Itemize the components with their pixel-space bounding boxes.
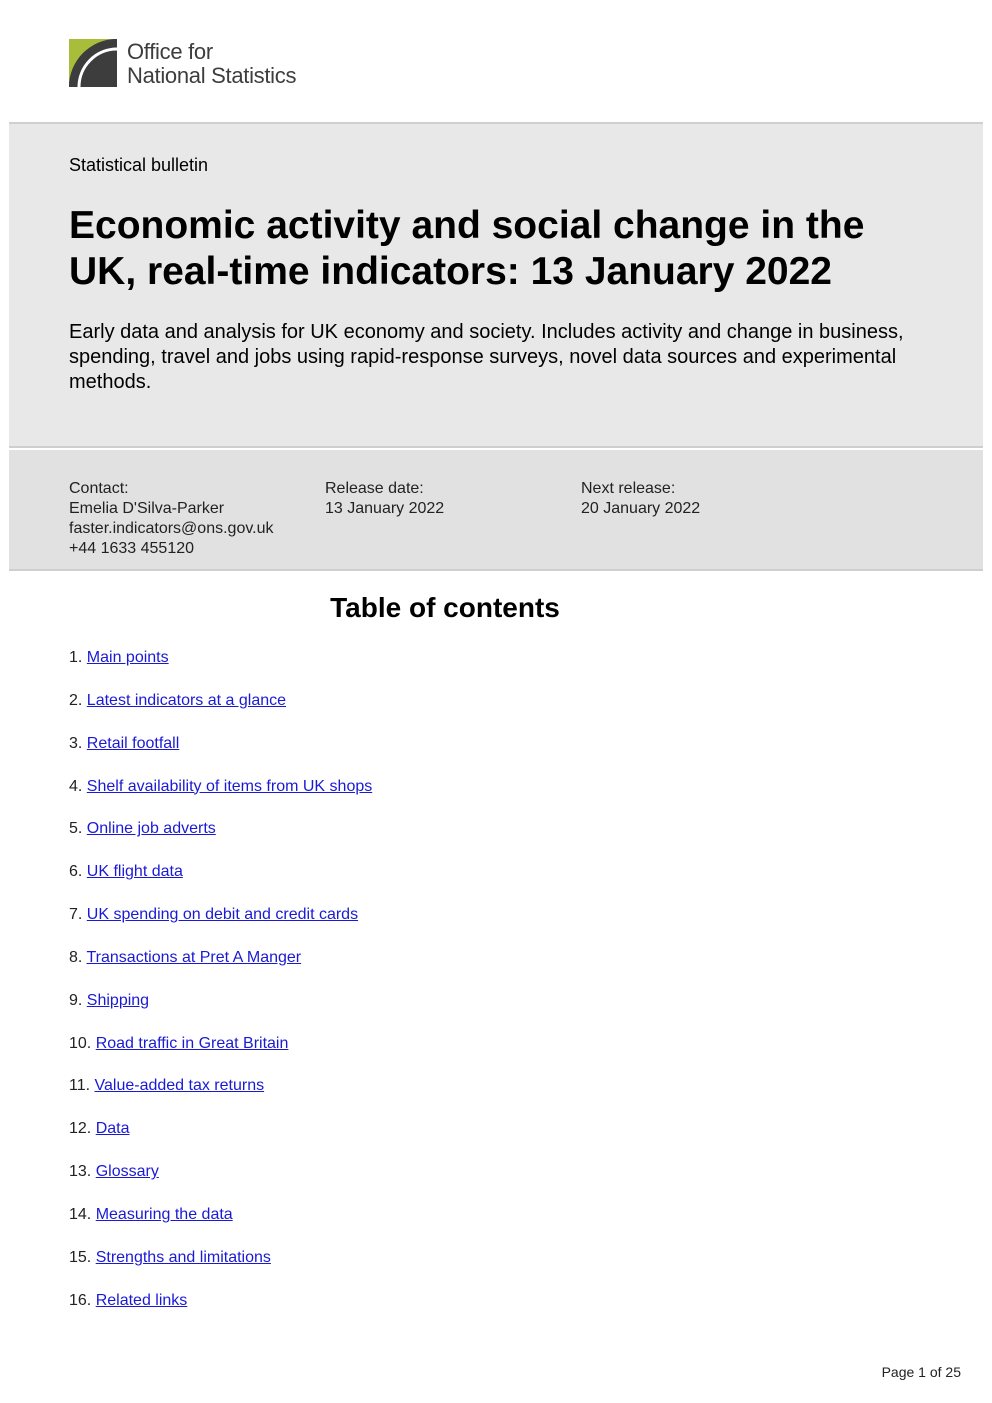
toc-link[interactable]: Strengths and limitations xyxy=(95,1248,271,1266)
toc-link[interactable]: Online job adverts xyxy=(86,820,216,838)
toc-link[interactable]: Shipping xyxy=(86,991,150,1009)
toc-link[interactable]: Transactions at Pret A Manger xyxy=(86,948,302,966)
toc-item xyxy=(69,948,372,991)
toc-link[interactable]: Glossary xyxy=(95,1163,159,1181)
toc-item-number: 12. xyxy=(69,1120,92,1138)
toc-link[interactable]: Data xyxy=(95,1120,130,1138)
toc-link[interactable]: Road traffic in Great Britain xyxy=(95,1034,289,1052)
release-date-label: Release date: xyxy=(325,480,424,497)
toc-item xyxy=(69,1034,372,1077)
toc-item-number: 4. xyxy=(69,777,83,795)
toc-item xyxy=(69,819,372,862)
toc-link[interactable]: Main points xyxy=(86,649,169,666)
toc-item xyxy=(69,1119,372,1162)
next-release-value: 20 January 2022 xyxy=(581,500,701,517)
release-date-block xyxy=(325,479,444,519)
toc-item-number: 8. xyxy=(69,948,83,966)
ons-logo-icon xyxy=(69,39,117,87)
toc-item xyxy=(69,734,372,777)
toc-link[interactable]: UK spending on debit and credit cards xyxy=(86,906,359,924)
toc-link[interactable]: Shelf availability of items from UK shops xyxy=(86,777,373,795)
toc-item-number: 14. xyxy=(69,1205,92,1223)
toc-item xyxy=(69,905,372,948)
logo-line-2: National Statistics xyxy=(127,63,297,88)
toc-item-number: 9. xyxy=(69,991,83,1009)
document-type: Statistical bulletin xyxy=(69,155,209,175)
toc-item-number: 15. xyxy=(69,1248,92,1266)
ons-logo-wordmark xyxy=(127,40,296,88)
toc-item-number: 10. xyxy=(69,1034,92,1052)
contact-label: Contact: xyxy=(69,480,129,497)
toc-item-number: 5. xyxy=(69,820,83,838)
contact-email[interactable]: faster.indicators@ons.gov.uk xyxy=(69,520,274,537)
logo-line-1: Office for xyxy=(127,39,213,64)
toc-item xyxy=(69,777,372,820)
toc-link[interactable]: Retail footfall xyxy=(86,734,180,752)
release-metadata xyxy=(9,450,983,571)
toc-item xyxy=(69,1162,372,1205)
toc-item xyxy=(69,1248,372,1291)
page-number: Page 1 of 25 xyxy=(881,1364,961,1380)
toc-item xyxy=(69,648,372,691)
toc-link[interactable]: UK flight data xyxy=(86,863,183,881)
toc-item-number: 1. xyxy=(69,649,83,666)
contact-block xyxy=(69,479,274,559)
toc-item xyxy=(69,1291,372,1334)
toc-item-number: 3. xyxy=(69,734,83,752)
toc-link[interactable]: Measuring the data xyxy=(95,1205,233,1223)
next-release-block xyxy=(581,479,700,519)
ons-logo xyxy=(69,39,319,89)
toc-item-number: 6. xyxy=(69,863,83,881)
toc-item xyxy=(69,862,372,905)
toc-item-number: 2. xyxy=(69,691,83,709)
contact-name: Emelia D'Silva-Parker xyxy=(69,500,225,517)
summary: Early data and analysis for UK economy and society. Includes activity and change in business, spending, travel and jobs using rapid-response surveys, novel data sources and experimental methods. xyxy=(69,321,904,393)
toc-title: Table of contents xyxy=(330,592,560,623)
toc-item-number: 7. xyxy=(69,906,83,924)
toc-item xyxy=(69,991,372,1034)
bulletin-header xyxy=(9,122,983,448)
toc-item-number: 13. xyxy=(69,1163,92,1181)
table-of-contents xyxy=(69,648,372,1334)
contact-phone: +44 1633 455120 xyxy=(69,540,195,557)
toc-link[interactable]: Latest indicators at a glance xyxy=(86,691,287,709)
toc-link[interactable]: Value-added tax returns xyxy=(94,1077,265,1095)
toc-item-number: 16. xyxy=(69,1291,92,1309)
toc-item xyxy=(69,691,372,734)
next-release-label: Next release: xyxy=(581,480,676,497)
toc-item xyxy=(69,1076,372,1119)
toc-item-number: 11. xyxy=(69,1077,91,1095)
page-title: Economic activity and social change in the UK, real-time indicators: 13 January 2022 xyxy=(69,204,865,293)
toc-item xyxy=(69,1205,372,1248)
release-date-value: 13 January 2022 xyxy=(325,500,445,517)
toc-link[interactable]: Related links xyxy=(95,1291,188,1309)
